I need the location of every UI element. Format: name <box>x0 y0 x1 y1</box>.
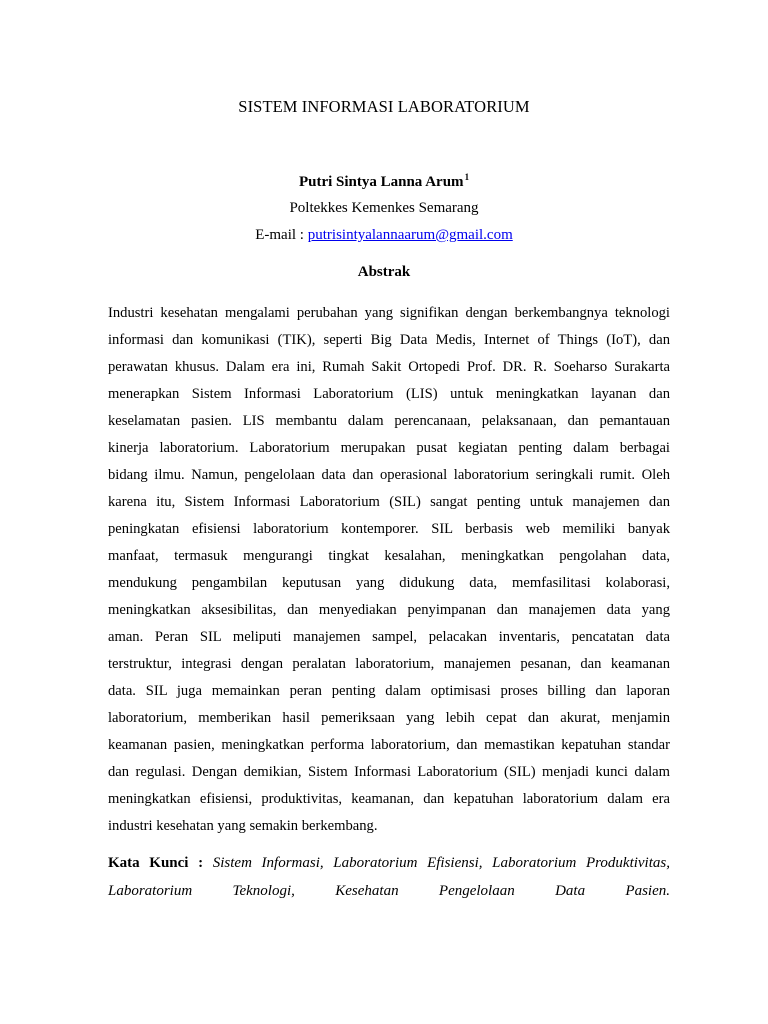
keywords-text-1: Sistem Informasi, Laboratorium Efisiensi, Laboratorium Produktivitas, <box>203 855 670 871</box>
keywords-section <box>108 849 670 905</box>
keywords-line-2: Laboratorium Teknologi, Kesehatan Pengelolaan Data Pasien. <box>108 883 670 899</box>
abstract-line: meningkatkan aksesibilitas, dan menyediakan penyimpanan dan manajemen data yang <box>108 602 670 618</box>
abstract-line: manfaat, termasuk mengurangi tingkat kesalahan, meningkatkan pengolahan data, <box>108 548 670 564</box>
abstract-line: Industri kesehatan mengalami perubahan yang signifikan dengan berkembangnya teknologi <box>108 305 670 321</box>
author-email <box>0 227 768 244</box>
email-label: E-mail : <box>255 227 308 243</box>
abstract-line: bidang ilmu. Namun, pengelolaan data dan operasional laboratorium seringkali rumit. Oleh <box>108 467 670 483</box>
abstract-body <box>108 300 670 840</box>
keywords-line-1 <box>108 849 670 877</box>
abstract-line: keselamatan pasien. LIS membantu dalam perencanaan, pelaksanaan, dan pemantauan <box>108 413 670 429</box>
abstract-line: peningkatan efisiensi laboratorium kontemporer. SIL berbasis web memiliki banyak <box>108 521 670 537</box>
abstract-line: mendukung pengambilan keputusan yang didukung data, memfasilitasi kolaborasi, <box>108 575 670 591</box>
author-name-text: Putri Sintya Lanna Arum <box>298 174 464 190</box>
abstract-line: informasi dan komunikasi (TIK), seperti Big Data Medis, Internet of Things (IoT), dan <box>108 332 670 348</box>
abstract-line: dan regulasi. Dengan demikian, Sistem Informasi Laboratorium (SIL) menjadi kunci dalam <box>108 764 670 780</box>
abstract-line: kinerja laboratorium. Laboratorium merupakan pusat kegiatan penting dalam berbagai <box>108 440 670 456</box>
abstract-line: aman. Peran SIL meliputi manajemen sampel, pelacakan inventaris, pencatatan data <box>108 629 670 645</box>
abstract-line: data. SIL juga memainkan peran penting dalam optimisasi proses billing dan laporan <box>108 683 670 699</box>
keywords-label: Kata Kunci : <box>108 855 204 871</box>
email-link[interactable]: putrisintyalannaarum@gmail.com <box>307 227 513 243</box>
author-affiliation-marker: 1 <box>464 172 470 182</box>
abstract-heading: Abstrak <box>357 264 411 280</box>
abstract-line: terstruktur, integrasi dengan peralatan laboratorium, manajemen pesanan, dan keamanan <box>108 656 670 672</box>
abstract-line: industri kesehatan yang semakin berkembang. <box>108 818 378 834</box>
author-affiliation: Poltekkes Kemenkes Semarang <box>289 200 479 216</box>
abstract-line: karena itu, Sistem Informasi Laboratorium (SIL) sangat penting untuk manajemen dan <box>108 494 670 510</box>
abstract-line: perawatan khusus. Dalam era ini, Rumah Sakit Ortopedi Prof. DR. R. Soeharso Surakarta <box>108 359 670 375</box>
abstract-line: keamanan pasien, meningkatkan performa laboratorium, dan memastikan kepatuhan standar <box>108 737 670 753</box>
author-name <box>0 172 768 191</box>
paper-title: SISTEM INFORMASI LABORATORIUM <box>238 97 530 116</box>
abstract-line: menerapkan Sistem Informasi Laboratorium (LIS) untuk meningkatkan layanan dan <box>108 386 670 402</box>
abstract-line: meningkatkan efisiensi, produktivitas, keamanan, dan kepatuhan laboratorium dalam era <box>108 791 670 807</box>
abstract-line: laboratorium, memberikan hasil pemeriksaan yang lebih cepat dan akurat, menjamin <box>108 710 670 726</box>
